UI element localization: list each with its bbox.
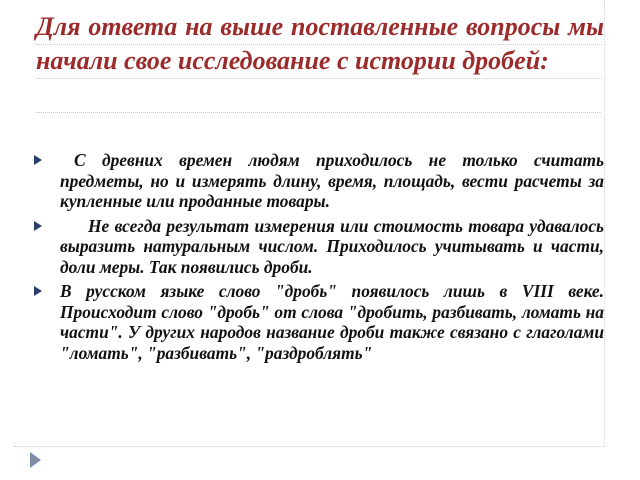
title-underline-2 [36, 78, 602, 79]
bullet-text: Не всегда результат измерения или стоимость товара удавалось выразить натуральным числом. Приходилось учитывать и части, доли меры. Так появились дроби. [60, 215, 604, 277]
triangle-bullet-icon [34, 286, 42, 296]
bullet-item [30, 150, 604, 212]
bullet-list [30, 150, 604, 367]
slide-frame-edge [604, 0, 605, 446]
title-underline-3 [36, 112, 602, 113]
bullet-text: В русском языке слово "дробь" появилось лишь в VIII веке. Происходит слово "дробь" от слова "дробить, разбивать, ломать на части". У других народов название дроби также связано с глаголами "ломать", "разбивать", "раздроблять" [60, 281, 604, 363]
slide-title: Для ответа на выше поставленные вопросы мы начали свое исследование с истории дробей: [36, 12, 604, 75]
title-underline-1 [36, 44, 602, 45]
footer-divider [14, 446, 604, 447]
bullet-item [30, 281, 604, 363]
triangle-bullet-icon [34, 155, 42, 165]
bullet-item [30, 216, 604, 278]
triangle-bullet-icon [34, 221, 42, 231]
bullet-text: С древних времен людям приходилось не только считать предметы, но и измерять длину, время, площадь, вести расчеты за купленные или проданные товары. [60, 150, 604, 211]
next-slide-arrow-icon[interactable] [30, 452, 41, 468]
